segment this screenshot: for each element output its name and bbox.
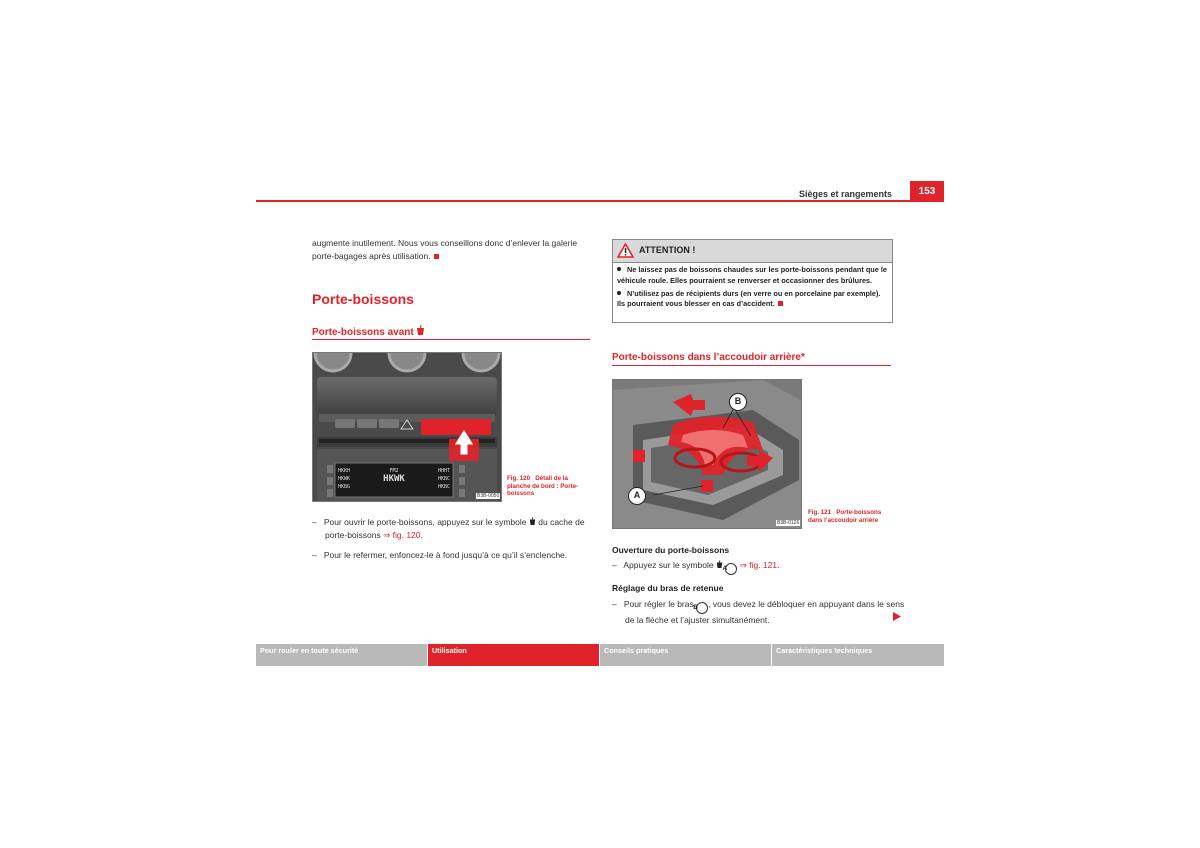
- end-of-section-mark: [778, 301, 783, 306]
- figure-code: B3B-0126: [777, 520, 800, 526]
- figure-reference-link[interactable]: ⇒ fig. 121: [739, 560, 778, 570]
- warning-item-text: Ne laissez pas de boissons chaudes sur les porte-boissons pendant que le véhicule roule. Elles pourraient se renverser et occasionner des brûlures.: [617, 265, 887, 285]
- page-number: 153: [910, 181, 944, 201]
- punctuation: .: [420, 529, 423, 540]
- figure-120-number: Fig. 120: [507, 475, 531, 482]
- step-text: Pour régler le bras: [623, 599, 694, 609]
- subheading-front-rule: [312, 339, 590, 340]
- display-line: HKBC: [437, 476, 450, 482]
- subheading-rear: Porte-boissons dans l’accoudoir arrière*: [612, 352, 805, 363]
- warning-item: [613, 265, 892, 287]
- step-text: Pour le refermer, enfoncez-le à fond jusqu’à ce qu’il s’enclenche.: [323, 550, 568, 560]
- footer-tab-specs[interactable]: [772, 644, 944, 666]
- step-open-rear: – Appuyez sur le symbole A ⇒ fig. 121.: [612, 559, 905, 575]
- figure-120-text: Détail de la planche de bord : Porte-boissons: [507, 475, 579, 498]
- badge-a: A: [725, 563, 737, 575]
- footer-tab-label: Conseils pratiques: [604, 646, 669, 655]
- warning-item-text: N’utilisez pas de récipients durs (en verre ou en porcelaine par exemple). Ils pourraient vous blesser en cas d’accident.: [617, 288, 881, 309]
- subheading-rear-rule: [612, 365, 891, 366]
- intro-text: augmente inutilement. Nous vous conseillons donc d’enlever la galerie porte-bagages après utilisation.: [312, 238, 578, 261]
- heading-opening: Ouverture du porte-boissons: [612, 545, 730, 555]
- warning-item: [613, 289, 892, 311]
- warning-triangle-icon: [617, 243, 634, 258]
- next-page-arrow-icon[interactable]: [893, 612, 901, 621]
- heading-adjust: Réglage du bras de retenue: [612, 583, 724, 593]
- display-line: HKWK: [338, 476, 351, 482]
- figure-121-caption: [808, 509, 892, 524]
- radio-display: [335, 467, 453, 491]
- step-text: , vous devez le débloquer en appuyant dans le sens de la flèche et l’ajuster simultanément.: [625, 599, 905, 625]
- display-line: HKKH: [338, 468, 351, 474]
- subheading-front-text: Porte-boissons avant: [312, 327, 414, 338]
- punctuation: .: [777, 560, 780, 570]
- header-rule: [256, 200, 944, 202]
- step-adjust: – Pour régler le bras B , vous devez le débloquer en appuyant dans le sens de la flèche et l’ajuster simultanément.: [612, 599, 905, 625]
- display-line: FM2: [389, 468, 399, 474]
- footer-tab-label: Pour rouler en toute sécurité: [260, 646, 359, 655]
- display-main: HKWK: [383, 474, 405, 484]
- intro-paragraph: [312, 237, 592, 262]
- footer-tab-tips[interactable]: [600, 644, 771, 666]
- page-heading: Porte-boissons: [312, 291, 414, 307]
- warning-box: [612, 239, 893, 323]
- footer-tab-usage[interactable]: [428, 644, 599, 666]
- figure-reference-link[interactable]: ⇒ fig. 120: [383, 529, 421, 540]
- label-b: B: [734, 396, 742, 406]
- figure-121-number: Fig. 121: [808, 509, 832, 516]
- warning-header: [613, 240, 892, 263]
- warning-title: ATTENTION !: [639, 245, 696, 255]
- label-a: A: [633, 490, 641, 500]
- armrest-illustration: [613, 380, 801, 528]
- bullet: [617, 291, 621, 295]
- step-text: du cache de porte-boissons: [325, 517, 585, 540]
- figure-code: B3B-0050: [477, 493, 500, 499]
- end-of-section-mark: [434, 254, 439, 259]
- figure-120-caption: [507, 475, 589, 498]
- step-text: Pour ouvrir le porte-boissons, appuyez sur le symbole: [323, 517, 527, 527]
- bullet: [617, 267, 621, 271]
- display-line: HKBC: [437, 484, 450, 490]
- figure-121-text: Porte-boissons dans l’accoudoir arrière: [808, 509, 882, 524]
- step-close-front: – Pour le refermer, enfoncez-le à fond jusqu’à ce qu’il s’enclenche.: [312, 550, 568, 560]
- badge-b: B: [696, 602, 708, 614]
- section-title: Sièges et rangements: [798, 189, 892, 199]
- footer-tab-label: Caractéristiques techniques: [776, 646, 873, 655]
- step-text: Appuyez sur le symbole: [623, 560, 714, 570]
- figure-121-image: [612, 379, 802, 529]
- subheading-front: [312, 325, 425, 338]
- cup-icon: [416, 325, 425, 336]
- cup-icon: [529, 517, 536, 526]
- display-line: HHHT: [437, 468, 450, 474]
- footer-tab-safety[interactable]: [256, 644, 427, 666]
- figure-120-image: [312, 352, 502, 502]
- display-line: HKBG: [338, 484, 351, 490]
- footer-tab-label: Utilisation: [432, 646, 467, 655]
- step-open-front: – Pour ouvrir le porte-boissons, appuyez sur le symbole du cache de porte-boissons ⇒ fig. 120.: [312, 517, 585, 540]
